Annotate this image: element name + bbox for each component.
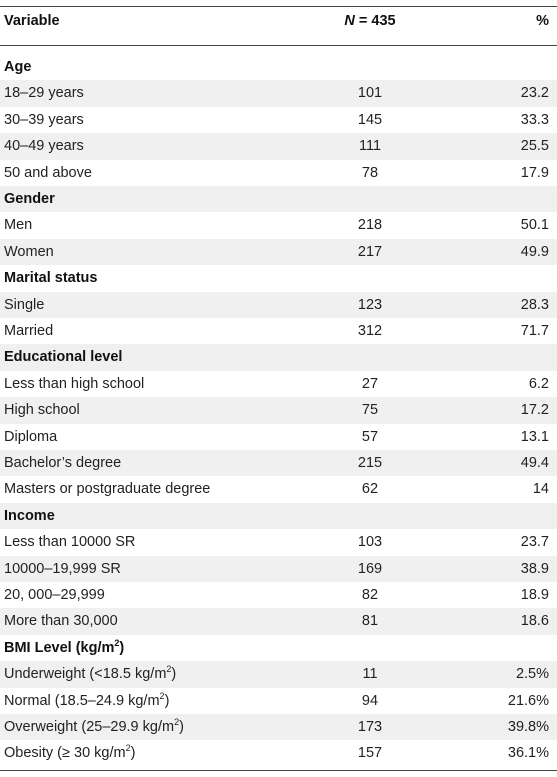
n-cell: 94 [361,692,379,709]
percent-cell: 17.2 [520,402,549,419]
n-cell: 157 [357,745,383,762]
n-cell: 145 [357,111,383,128]
table-row [0,556,557,582]
header-bottom-rule [0,45,557,46]
row-label: Overweight (25–29.9 $kg/m^2$) [4,717,184,735]
n-cell: 62 [361,481,379,498]
table-row [0,133,557,159]
percent-cell: 23.2 [520,85,549,102]
percent-cell: 71.7 [520,323,549,339]
n-cell: 78 [361,164,379,181]
n-cell: 111 [358,138,382,155]
n-cell: 57 [361,428,379,445]
table-bottom-rule [0,770,557,771]
row-label: 18–29 years [4,85,84,102]
row-label: Obesity (≥ 30 $kg/m^2$) [4,743,136,762]
table-row [0,450,557,476]
n-cell: 312 [357,323,383,339]
section-label: Age [4,59,32,75]
section-label: Gender [4,191,55,207]
percent-cell: 28.3 [520,296,549,313]
percent-cell: 6.2 [528,375,549,392]
table-row [0,160,557,186]
row-label: Less than 10000 SR [4,534,136,551]
n-cell: 103 [357,534,383,551]
table-row [0,582,557,608]
percent-cell: 17.9 [520,164,549,181]
n-cell: 217 [357,243,383,260]
row-label: Single [4,296,45,313]
percent-cell: 49.9 [520,243,549,260]
row-label: 30–39 years [4,111,84,128]
row-label: Masters or postgraduate degree [4,481,211,498]
row-label: More than 30,000 [4,613,118,630]
table-row [0,292,557,318]
row-label: High school [4,402,80,419]
row-label: Bachelor’s degree [4,455,122,471]
row-label: Normal (18.5–24.9 $kg/m^2$) [4,690,170,709]
n-cell: 75 [361,402,379,419]
section-label: Marital status [4,270,98,287]
table-row [0,714,557,740]
table-top-rule [0,6,557,7]
row-label: Less than high school [4,375,145,392]
row-label: Diploma [4,428,58,445]
section-row [0,635,557,661]
percent-cell: 21.6% [507,692,549,709]
percent-cell: 2.5% [515,666,549,683]
table-row [0,688,557,714]
section-row [0,344,557,370]
n-cell: 215 [357,455,383,471]
percent-cell: 13.1 [520,428,549,445]
percent-cell: 39.8% [507,719,549,735]
table-row [0,424,557,450]
row-label: 50 and above [4,164,92,181]
percent-cell: 38.9 [520,560,549,577]
table-row [0,80,557,106]
row-label: Underweight (<18.5 $kg/m^2$) [4,664,177,683]
percent-cell: 18.6 [520,613,549,630]
header-n [330,8,410,34]
header-variable: Variable [4,13,60,29]
row-label: 10000–19,999 SR [4,560,121,577]
table-row [0,397,557,423]
table-row [0,107,557,133]
section-label: Income [4,507,55,524]
table-row [0,371,557,397]
table-row [0,318,557,344]
row-label: Women [4,243,54,260]
n-cell: 81 [361,613,379,630]
percent-cell: 23.7 [520,534,549,551]
header-n-symbol: N [344,13,355,29]
percent-cell: 49.4 [520,455,549,471]
section-label: Educational level [4,349,123,366]
n-cell: 27 [361,375,379,392]
row-label: Married [4,323,54,339]
percent-cell: 33.3 [520,111,549,128]
n-cell: 82 [361,587,379,603]
header-n-value: = 435 [354,13,396,29]
row-label: 40–49 years [4,138,84,155]
section-row [0,503,557,529]
table-row [0,476,557,502]
section-label: BMI Level $(kg/m^2)$ [4,637,125,656]
percent-cell: 14 [532,481,549,498]
header-percent: % [536,13,549,29]
section-row [0,265,557,291]
percent-cell: 36.1% [507,745,549,762]
percent-cell: 25.5 [520,138,549,155]
percent-cell: 50.1 [520,217,549,234]
section-row [0,186,557,212]
row-label: Men [4,217,33,234]
n-cell: 101 [357,85,383,102]
row-label: 20, 000–29,999 [4,587,105,603]
table-row [0,212,557,238]
table-header-row [0,8,557,34]
table-row [0,608,557,634]
percent-cell: 18.9 [520,587,549,603]
n-cell: 173 [357,719,383,735]
table-row [0,740,557,766]
table-row [0,239,557,265]
section-row [0,54,557,80]
table-row [0,661,557,687]
n-cell: 218 [357,217,383,234]
n-cell: 169 [357,560,383,577]
n-cell: 123 [357,296,383,313]
table-row [0,529,557,555]
n-cell: 11 [362,666,378,683]
